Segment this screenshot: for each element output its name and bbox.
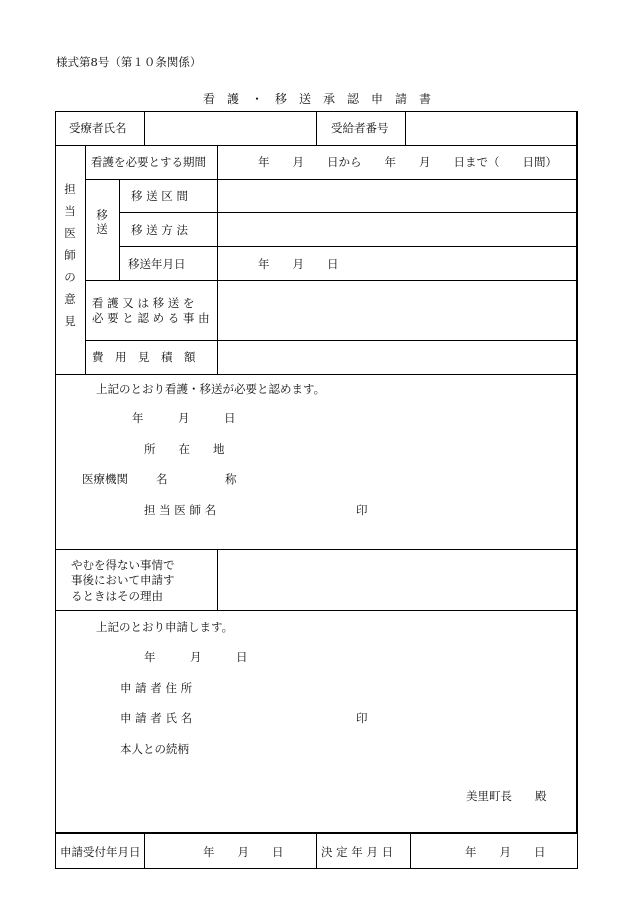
transfer-section-field[interactable] bbox=[219, 181, 575, 211]
recipient-number-label: 受給者番号 bbox=[331, 121, 389, 135]
application-statement: 上記のとおり申請します。 bbox=[96, 620, 234, 634]
doctor-name-label: 担 当 医 師 名 bbox=[144, 503, 217, 517]
unavoidable-label-line1: やむを得ない事情で bbox=[71, 558, 175, 572]
unavoidable-label-line2: 事後において申請す bbox=[71, 573, 175, 587]
border-right-footer bbox=[577, 832, 578, 868]
patient-name-label: 受療者氏名 bbox=[69, 121, 127, 135]
care-period-value[interactable]: 年 月 日から 年 月 日まで（ 日間） bbox=[258, 155, 557, 169]
cost-estimate-label: 費 用 見 積 額 bbox=[92, 350, 196, 364]
transfer-section-label: 移 送 区 間 bbox=[131, 189, 188, 203]
institution-name-label: 名 bbox=[156, 472, 168, 486]
transfer-method-label: 移 送 方 法 bbox=[131, 223, 188, 237]
institution-name-label-2: 称 bbox=[225, 472, 237, 486]
cost-estimate-field[interactable] bbox=[219, 342, 575, 372]
transfer-method-field[interactable] bbox=[219, 214, 575, 244]
unavoidable-reason-field[interactable] bbox=[219, 551, 575, 608]
col-line bbox=[405, 111, 406, 145]
row-line bbox=[85, 179, 577, 180]
received-date-value[interactable]: 年 月 日 bbox=[203, 845, 284, 859]
care-period-label: 看護を必要とする期間 bbox=[91, 155, 206, 169]
col-line bbox=[410, 832, 411, 868]
col-line bbox=[119, 179, 120, 280]
row-line bbox=[85, 280, 577, 281]
row-line bbox=[119, 212, 577, 213]
applicant-name-label: 申 請 者 氏 名 bbox=[120, 711, 193, 725]
unavoidable-label-line3: るときはその理由 bbox=[71, 589, 163, 603]
recipient-number-field[interactable] bbox=[407, 113, 574, 143]
doctor-opinion-side-label: 担当医師の意見 bbox=[64, 182, 76, 328]
transfer-date-label: 移送年月日 bbox=[128, 257, 186, 271]
relation-label: 本人との続柄 bbox=[120, 742, 189, 756]
border-right bbox=[576, 111, 578, 833]
doctor-seal: 印 bbox=[356, 503, 368, 517]
row-line bbox=[55, 549, 577, 550]
decision-date-label: 決 定 年 月 日 bbox=[321, 845, 394, 859]
col-line bbox=[85, 145, 86, 374]
location-label: 所 在 地 bbox=[144, 442, 225, 456]
applicant-address-label: 申 請 者 住 所 bbox=[120, 681, 193, 695]
addressee: 美里町長 殿 bbox=[466, 789, 547, 803]
row-line bbox=[55, 374, 577, 375]
row-line bbox=[55, 145, 577, 146]
application-date[interactable]: 年 月 日 bbox=[144, 650, 248, 664]
col-line bbox=[144, 111, 145, 145]
row-line bbox=[119, 246, 577, 247]
col-line bbox=[144, 832, 145, 868]
form-number: 様式第8号（第１０条関係） bbox=[56, 55, 202, 69]
reason-label-line1: 看 護 又 は 移 送 を bbox=[92, 296, 195, 310]
page-title: 看 護 ・ 移 送 承 認 申 請 書 bbox=[203, 92, 432, 106]
applicant-seal: 印 bbox=[356, 711, 368, 725]
decision-date-value[interactable]: 年 月 日 bbox=[465, 845, 546, 859]
row-line bbox=[55, 610, 577, 611]
row-line bbox=[85, 340, 577, 341]
transfer-side-label: 移送 bbox=[96, 208, 108, 236]
received-date-label: 申請受付年月日 bbox=[60, 845, 141, 859]
border-left bbox=[55, 111, 56, 868]
border-bottom bbox=[55, 868, 578, 869]
col-line bbox=[217, 549, 218, 610]
col-line bbox=[316, 832, 317, 868]
reason-label-line2: 必 要 と 認 め る 事 由 bbox=[92, 311, 210, 325]
reason-field[interactable] bbox=[219, 282, 575, 338]
institution-label: 医療機関 bbox=[82, 472, 128, 486]
transfer-date-value[interactable]: 年 月 日 bbox=[258, 257, 339, 271]
approval-statement: 上記のとおり看護・移送が必要と認めます。 bbox=[96, 382, 326, 396]
patient-name-field[interactable] bbox=[146, 113, 314, 143]
approval-date[interactable]: 年 月 日 bbox=[132, 411, 236, 425]
col-line bbox=[316, 111, 317, 145]
col-line bbox=[217, 145, 218, 374]
